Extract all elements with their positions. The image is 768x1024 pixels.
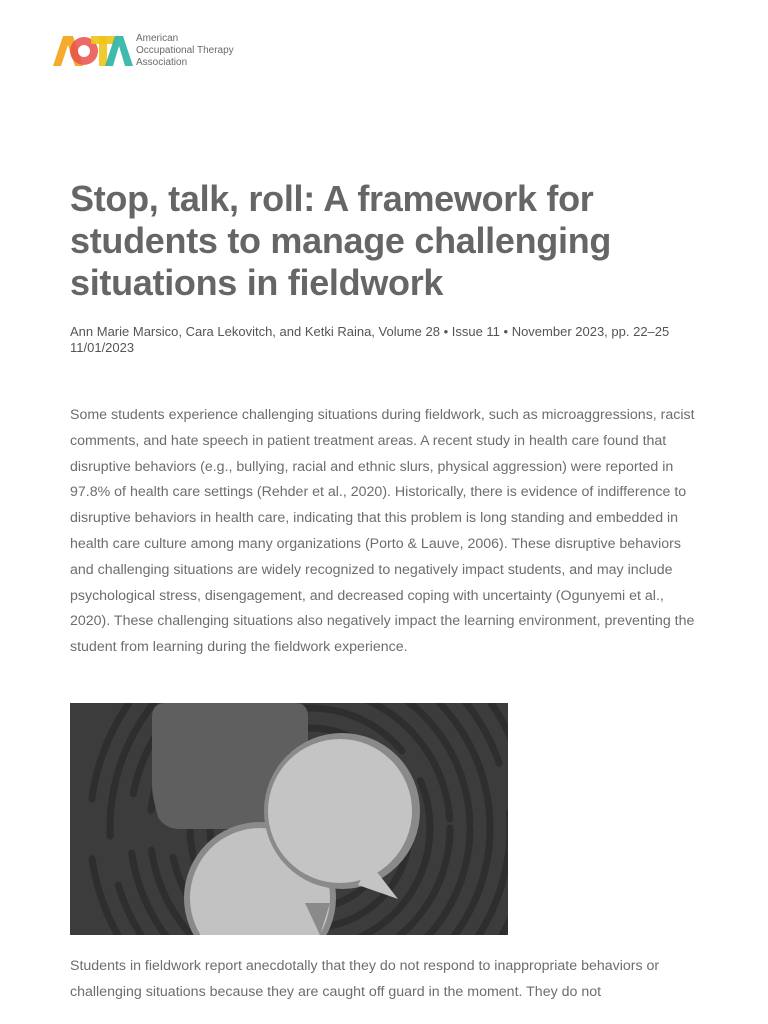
logo-wordmark xyxy=(136,33,234,69)
aota-logo-mark xyxy=(53,32,133,68)
logo-line-2: Occupational Therapy xyxy=(136,45,234,56)
aota-logo[interactable] xyxy=(53,32,234,69)
article-meta xyxy=(70,324,730,356)
article-illustration xyxy=(70,703,508,935)
article-paragraph: Students in fieldwork report anecdotally that they do not respond to inappropriate behaviors or challenging situations because they are caught off guard in the moment. They do not xyxy=(70,958,660,1000)
logo-line-3: Association xyxy=(136,57,188,68)
article-paragraph: Some students experience challenging situations during fieldwork, such as microaggressions, racist comments, and hate speech in patient treatment areas. A recent study in health care found that disruptive behaviors (e.g., bullying, racial and ethnic slurs, physical aggression) were reported in 97.8% of health care settings (Rehder et al., 2020). Historically, there is evidence of indifference to disruptive behaviors in health care, indicating that this problem is long standing and embedded in health care culture among many organizations (Porto & Lauve, 2006). These disruptive behaviors and challenging situations are widely recognized to negatively impact students, and may include psychological stress, disengagement, and decreased coping with uncertainty (Ogunyemi et al., 2020). These challenging situations also negatively impact the learning environment, preventing the student from learning during the fieldwork experience. xyxy=(70,407,695,656)
article-date: 11/01/2023 xyxy=(70,340,135,355)
article-byline: Ann Marie Marsico, Cara Lekovitch, and Ketki Raina, Volume 28 • Issue 11 • November 2023, pp. 22–25 xyxy=(70,324,670,339)
logo-line-1: American xyxy=(136,33,179,44)
speech-bubbles-illustration xyxy=(70,703,508,935)
article-title: Stop, talk, roll: A framework for students to manage challenging situations in fieldwork xyxy=(70,178,612,303)
